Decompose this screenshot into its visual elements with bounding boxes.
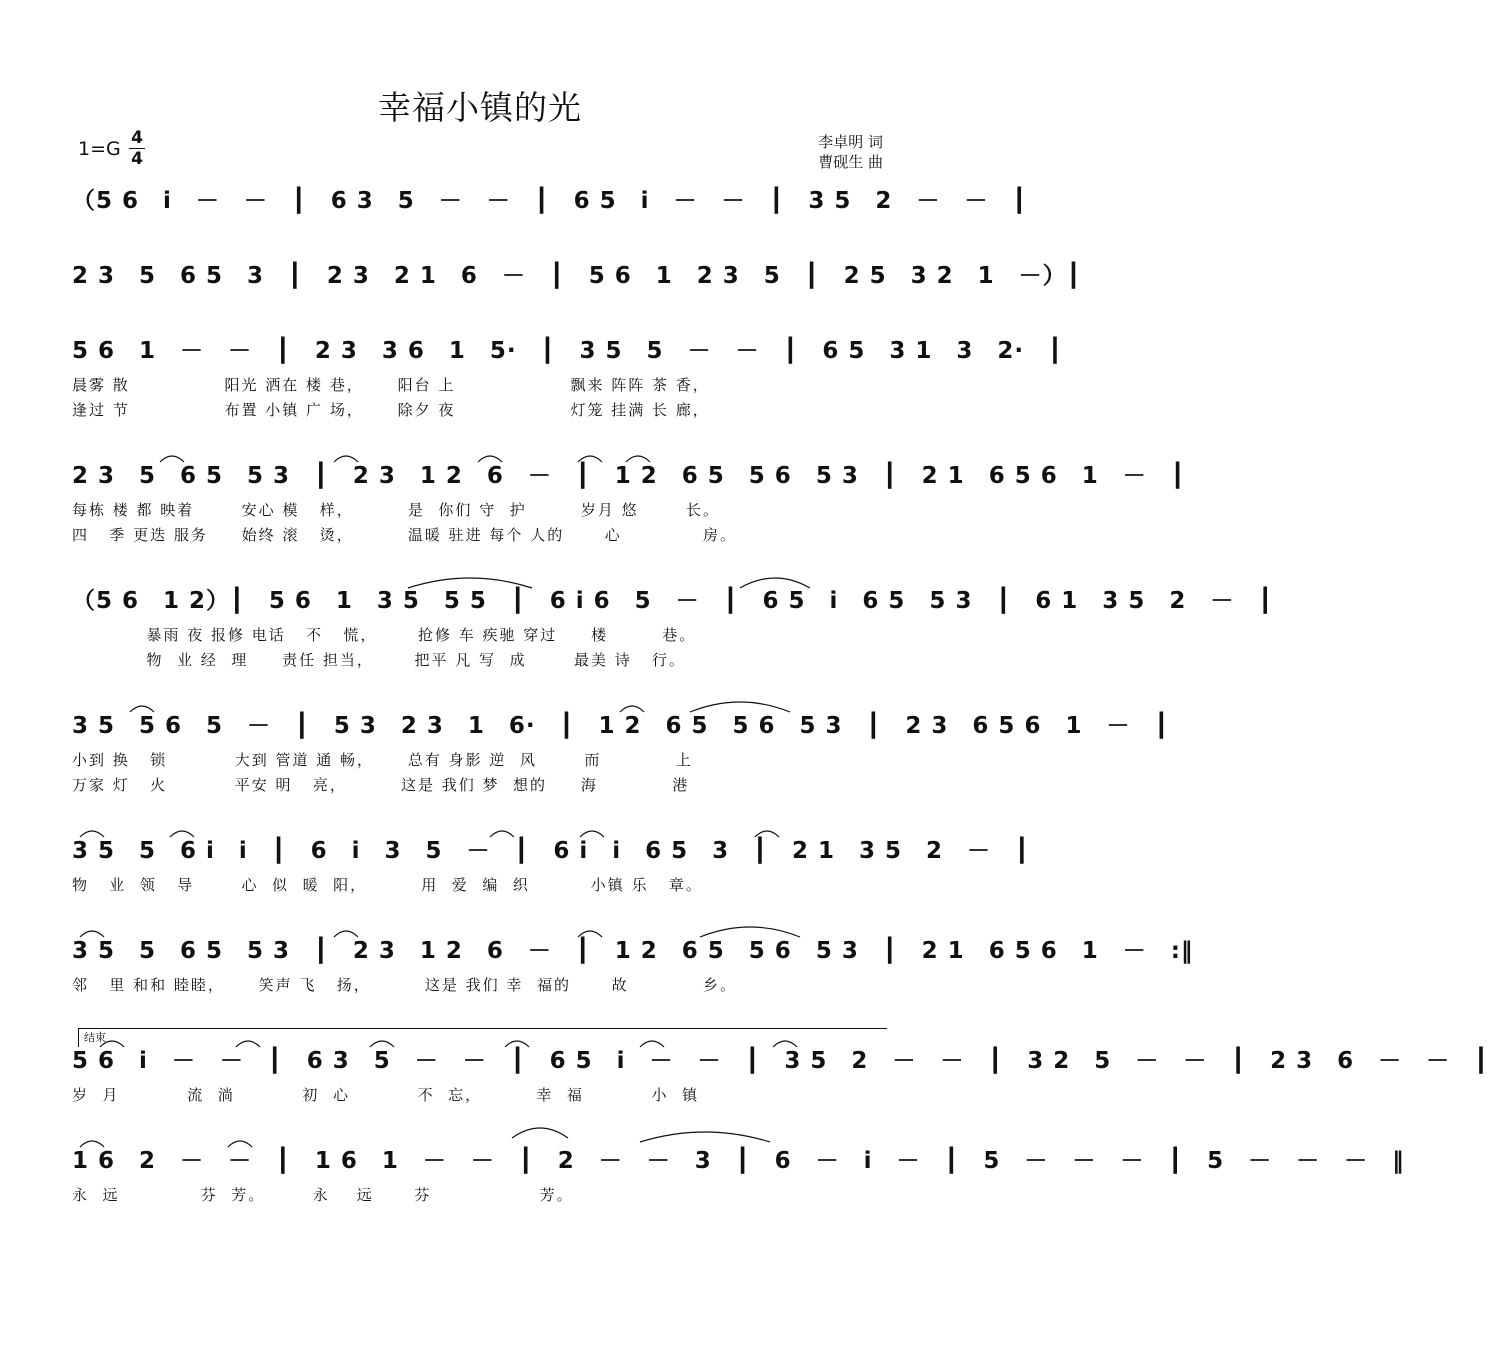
notes-row-8: 3 5 5 6 5 5 3 ┃ 2 3 1 2 6 － ┃ 1 2 6 5 5 6 5 3 ┃ 2 1 6 5 6 1 － :‖ <box>72 937 1194 964</box>
notes-row-9: 5 6 i － － ┃ 6 3 5 － － ┃ 6 5 i － － ┃ 3 5 2 － － ┃ 3 2 5 － － ┃ 2 3 6 － － ┃ <box>72 1047 1489 1074</box>
time-bottom: 4 <box>131 149 143 169</box>
notes-row-2: 2 3 5 6 5 3 ┃ 2 3 2 1 6 － ┃ 5 6 1 2 3 5 ┃ 2 5 3 2 1 －）┃ <box>72 262 1082 289</box>
lyrics-row-6-verse-2: 万家 灯 火 平安 明 亮， 这是 我们 梦 想的 海 港 <box>72 776 690 794</box>
notes-row-1: （5 6 i － － ┃ 6 3 5 － － ┃ 6 5 i － － ┃ 3 5 2 － － ┃ <box>72 187 1028 214</box>
ending-label: 结束 <box>84 1031 106 1044</box>
lyrics-row-9: 岁 月 流 淌 初 心 不 忘， 幸 福 小 镇 <box>72 1086 700 1104</box>
time-signature <box>127 128 147 169</box>
key-signature: 1=G <box>78 138 121 160</box>
song-title: 幸福小镇的光 <box>378 88 582 127</box>
notes-row-3: 5 6 1 － － ┃ 2 3 3 6 1 5· ┃ 3 5 5 － － ┃ 6 5 3 1 3 2· ┃ <box>72 337 1063 364</box>
lyrics-row-4-verse-1: 每栋 楼 都 映着 安心 模 样， 是 你们 守 护 岁月 悠 长。 <box>72 501 721 519</box>
notes-row-10: 1 6 2 － － ┃ 1 6 1 － － ┃ 2 － － 3 ┃ 6 － i － ┃ 5 － － － ┃ 5 － － － ‖ <box>72 1147 1405 1174</box>
lyrics-row-8: 邻 里 和和 睦睦， 笑声 飞 扬， 这是 我们 幸 福的 故 乡。 <box>72 976 738 994</box>
notes-row-5: （5 6 1 2）┃ 5 6 1 3 5 5 5 ┃ 6 i 6 5 － ┃ 6 5 i 6 5 5 3 ┃ 6 1 3 5 2 － ┃ <box>72 587 1274 614</box>
lyrics-row-5-verse-1: 暴雨 夜 报修 电话 不 慌， 抢修 车 疾驰 穿过 楼 巷。 <box>72 626 697 644</box>
lyricist-credit: 李卓明 词 <box>818 133 883 151</box>
notes-row-7: 3 5 5 6 i i ┃ 6 i 3 5 － ┃ 6 i i 6 5 3 ┃ 2 1 3 5 2 － ┃ <box>72 837 1030 864</box>
notes-row-4: 2 3 5 6 5 5 3 ┃ 2 3 1 2 6 － ┃ 1 2 6 5 5 6 5 3 ┃ 2 1 6 5 6 1 － ┃ <box>72 462 1186 489</box>
lyrics-row-10: 永 远 芬 芳。 永 远 芬 芳。 <box>72 1186 574 1204</box>
lyrics-row-7: 物 业 领 导 心 似 暖 阳， 用 爱 编 织 小镇 乐 章。 <box>72 876 703 894</box>
lyrics-row-5-verse-2: 物 业 经 理 责任 担当， 把平 凡 写 成 最美 诗 行。 <box>72 651 687 669</box>
lyrics-row-6-verse-1: 小到 换 锁 大到 管道 通 畅， 总有 身影 逆 风 而 上 <box>72 751 693 769</box>
time-top: 4 <box>131 128 143 148</box>
lyrics-row-3-verse-2: 逢过 节 布置 小镇 广 场， 除夕 夜 灯笼 挂满 长 廊， <box>72 401 710 419</box>
notes-row-6: 3 5 5 6 5 － ┃ 5 3 2 3 1 6· ┃ 1 2 6 5 5 6 5 3 ┃ 2 3 6 5 6 1 － ┃ <box>72 712 1170 739</box>
lyrics-row-3-verse-1: 晨雾 散 阳光 洒在 楼 巷， 阳台 上 飘来 阵阵 茶 香， <box>72 376 710 394</box>
lyrics-row-4-verse-2: 四 季 更迭 服务 始终 滚 烫， 温暖 驻进 每个 人的 心 房。 <box>72 526 738 544</box>
composer-credit: 曹砚生 曲 <box>818 153 883 171</box>
